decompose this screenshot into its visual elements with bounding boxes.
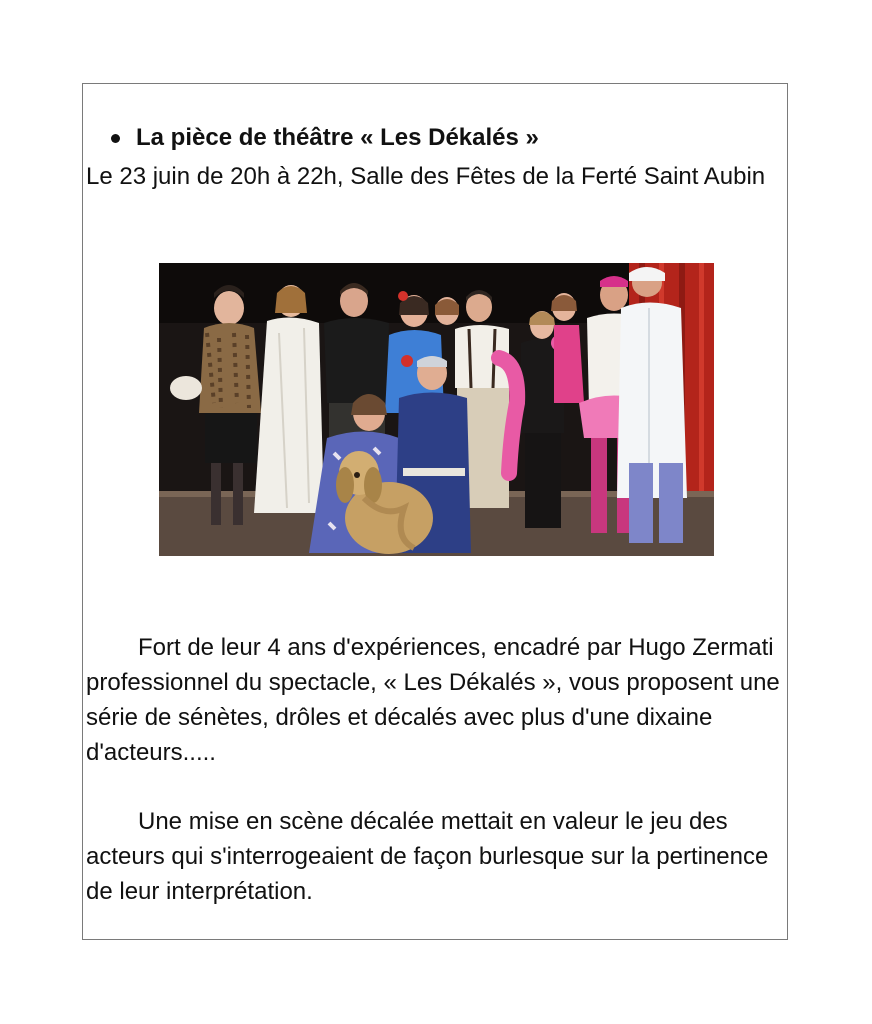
document-page: [82, 83, 788, 940]
bullet-icon: [111, 134, 120, 143]
heading-text: La pièce de théâtre « Les Dékalés »: [136, 124, 539, 151]
event-info: Le 23 juin de 20h à 22h, Salle des Fêtes de la Ferté Saint Aubin: [86, 163, 766, 190]
section-heading: [111, 124, 539, 152]
troupe-photo: [159, 263, 714, 556]
paragraph-review: Une mise en scène décalée mettait en valeur le jeu des acteurs qui s'interrogeaient de façon burlesque sur la pertinence de leur interprétation.: [86, 808, 769, 905]
paragraph-presentation: Fort de leur 4 ans d'expériences, encadré par Hugo Zermati professionnel du spectacle, « Les Dékalés », vous proposent une série de sénètes, drôles et décalés avec plus d'une dixaine d'acteurs.....: [86, 634, 780, 766]
